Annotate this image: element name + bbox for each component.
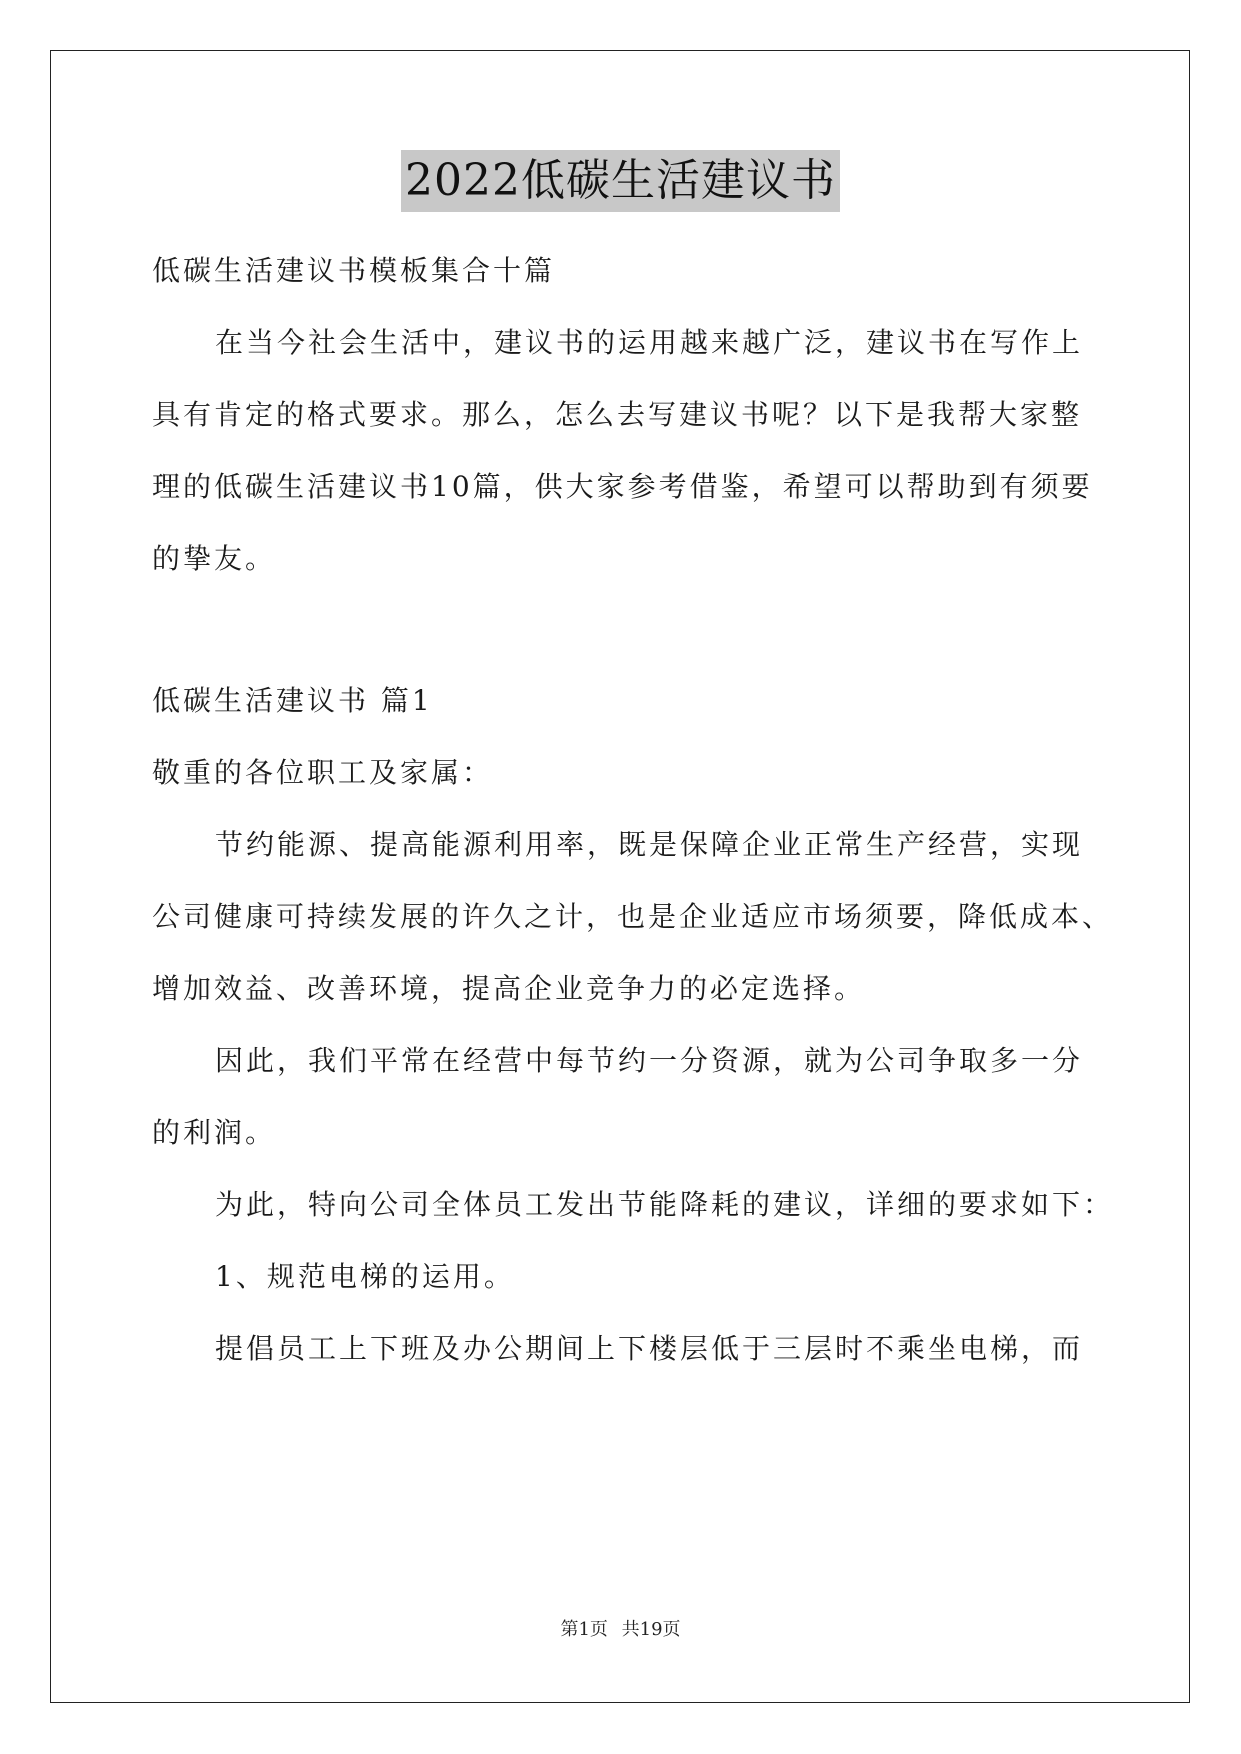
page-footer	[0, 1615, 1241, 1641]
document-title: 2022低碳生活建议书	[401, 150, 840, 212]
paragraph-line: 在当今社会生活中，建议书的运用越来越广泛，建议书在写作上	[215, 326, 1084, 359]
document-body	[152, 235, 1115, 1385]
paragraph-line: 理的低碳生活建议书10篇，供大家参考借鉴，希望可以帮助到有须要	[152, 470, 1093, 503]
paragraph-line: 的利润。	[152, 1116, 277, 1149]
salutation-line: 敬重的各位职工及家属：	[152, 756, 494, 789]
paragraph-line: 具有肯定的格式要求。那么，怎么去写建议书呢？以下是我帮大家整	[152, 398, 1083, 431]
paragraph-line: 为此，特向公司全体员工发出节能降耗的建议，详细的要求如下：	[215, 1188, 1115, 1221]
section-heading: 低碳生活建议书 篇1	[152, 684, 433, 717]
title-container	[0, 150, 1241, 212]
subtitle-line: 低碳生活建议书模板集合十篇	[152, 254, 556, 287]
paragraph-line: 节约能源、提高能源利用率，既是保障企业正常生产经营，实现	[215, 828, 1084, 861]
paragraph-line: 的挚友。	[152, 542, 277, 575]
section-spacer	[152, 595, 1102, 665]
total-pages: 共19页	[621, 1619, 681, 1640]
paragraph-line: 提倡员工上下班及办公期间上下楼层低于三层时不乘坐电梯，而	[215, 1332, 1084, 1365]
page-number: 第1页	[560, 1619, 608, 1640]
paragraph-line: 公司健康可持续发展的许久之计，也是企业适应市场须要，降低成本、	[152, 900, 1114, 933]
paragraph-line: 增加效益、改善环境，提高企业竞争力的必定选择。	[152, 972, 866, 1005]
list-item: 1、规范电梯的运用。	[215, 1260, 515, 1293]
paragraph-line: 因此，我们平常在经营中每节约一分资源，就为公司争取多一分	[215, 1044, 1084, 1077]
